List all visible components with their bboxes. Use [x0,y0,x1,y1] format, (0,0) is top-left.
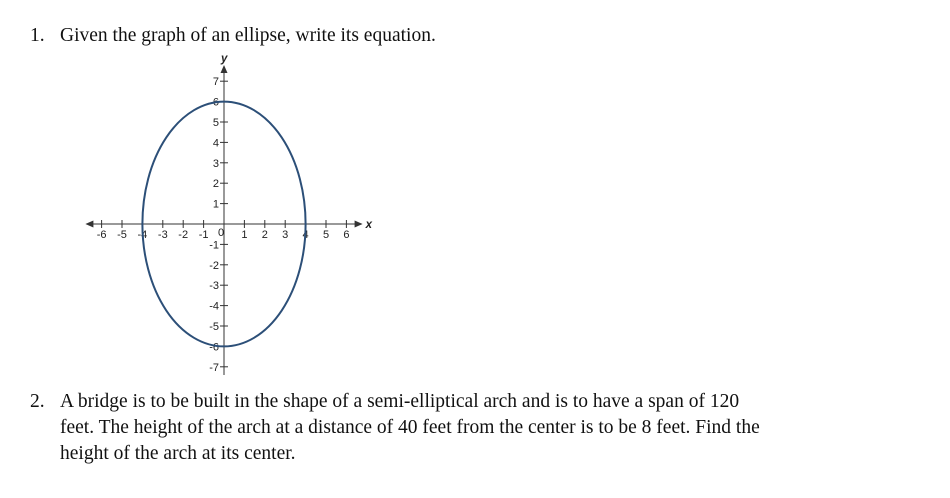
y-tick-label: -2 [209,259,219,272]
x-tick-label: -3 [157,229,168,241]
x-tick-label: 2 [261,229,268,241]
x-axis-arrow-left [85,221,93,228]
ellipse-graph [85,55,385,375]
problem-2-number: 2. [30,391,45,412]
problem-2-line-3: height of the arch at its center. [60,443,296,464]
problem-1-text: Given the graph of an ellipse, write its equation. [60,25,436,46]
y-tick-label: 7 [212,76,219,89]
y-axis-arrow-up [221,65,228,73]
y-tick-label: 2 [212,178,219,191]
y-tick-label: -7 [209,361,219,374]
problem-2-text [60,389,760,467]
x-tick-label: -4 [137,229,148,241]
y-tick-label: 5 [212,117,219,129]
y-tick-label: 3 [212,157,219,170]
y-tick-label: -5 [209,321,219,333]
problem-2-line-2: feet. The height of the arch at a distance of 40 feet from the center is to be 8 feet. Find the [60,417,760,438]
x-tick-label: -5 [117,229,127,241]
x-tick-label: -2 [178,229,189,241]
x-tick-label: 3 [282,229,289,241]
y-tick-label: 4 [212,137,219,150]
x-tick-label: 5 [322,229,330,241]
y-tick-label: 6 [212,96,219,109]
x-tick-label: 6 [343,229,350,241]
x-tick-label: 4 [302,229,309,241]
x-tick-label: 1 [241,229,248,241]
y-tick-label: -1 [209,239,219,252]
x-axis-arrow-right [355,221,363,228]
y-tick-label: -3 [209,280,219,293]
x-tick-label: -6 [96,229,107,241]
y-tick-label: -4 [209,300,219,313]
y-tick-label: 1 [212,198,219,211]
problem-1-number: 1. [30,25,45,46]
x-tick-label: -1 [198,229,209,241]
origin-label: 0 [217,227,225,239]
x-axis-label: x [365,219,373,231]
y-tick-label: -6 [209,341,219,354]
y-axis-label: y [221,55,228,65]
problem-2-line-1: A bridge is to be built in the shape of a semi-elliptical arch and is to have a span of 120 [60,391,740,412]
